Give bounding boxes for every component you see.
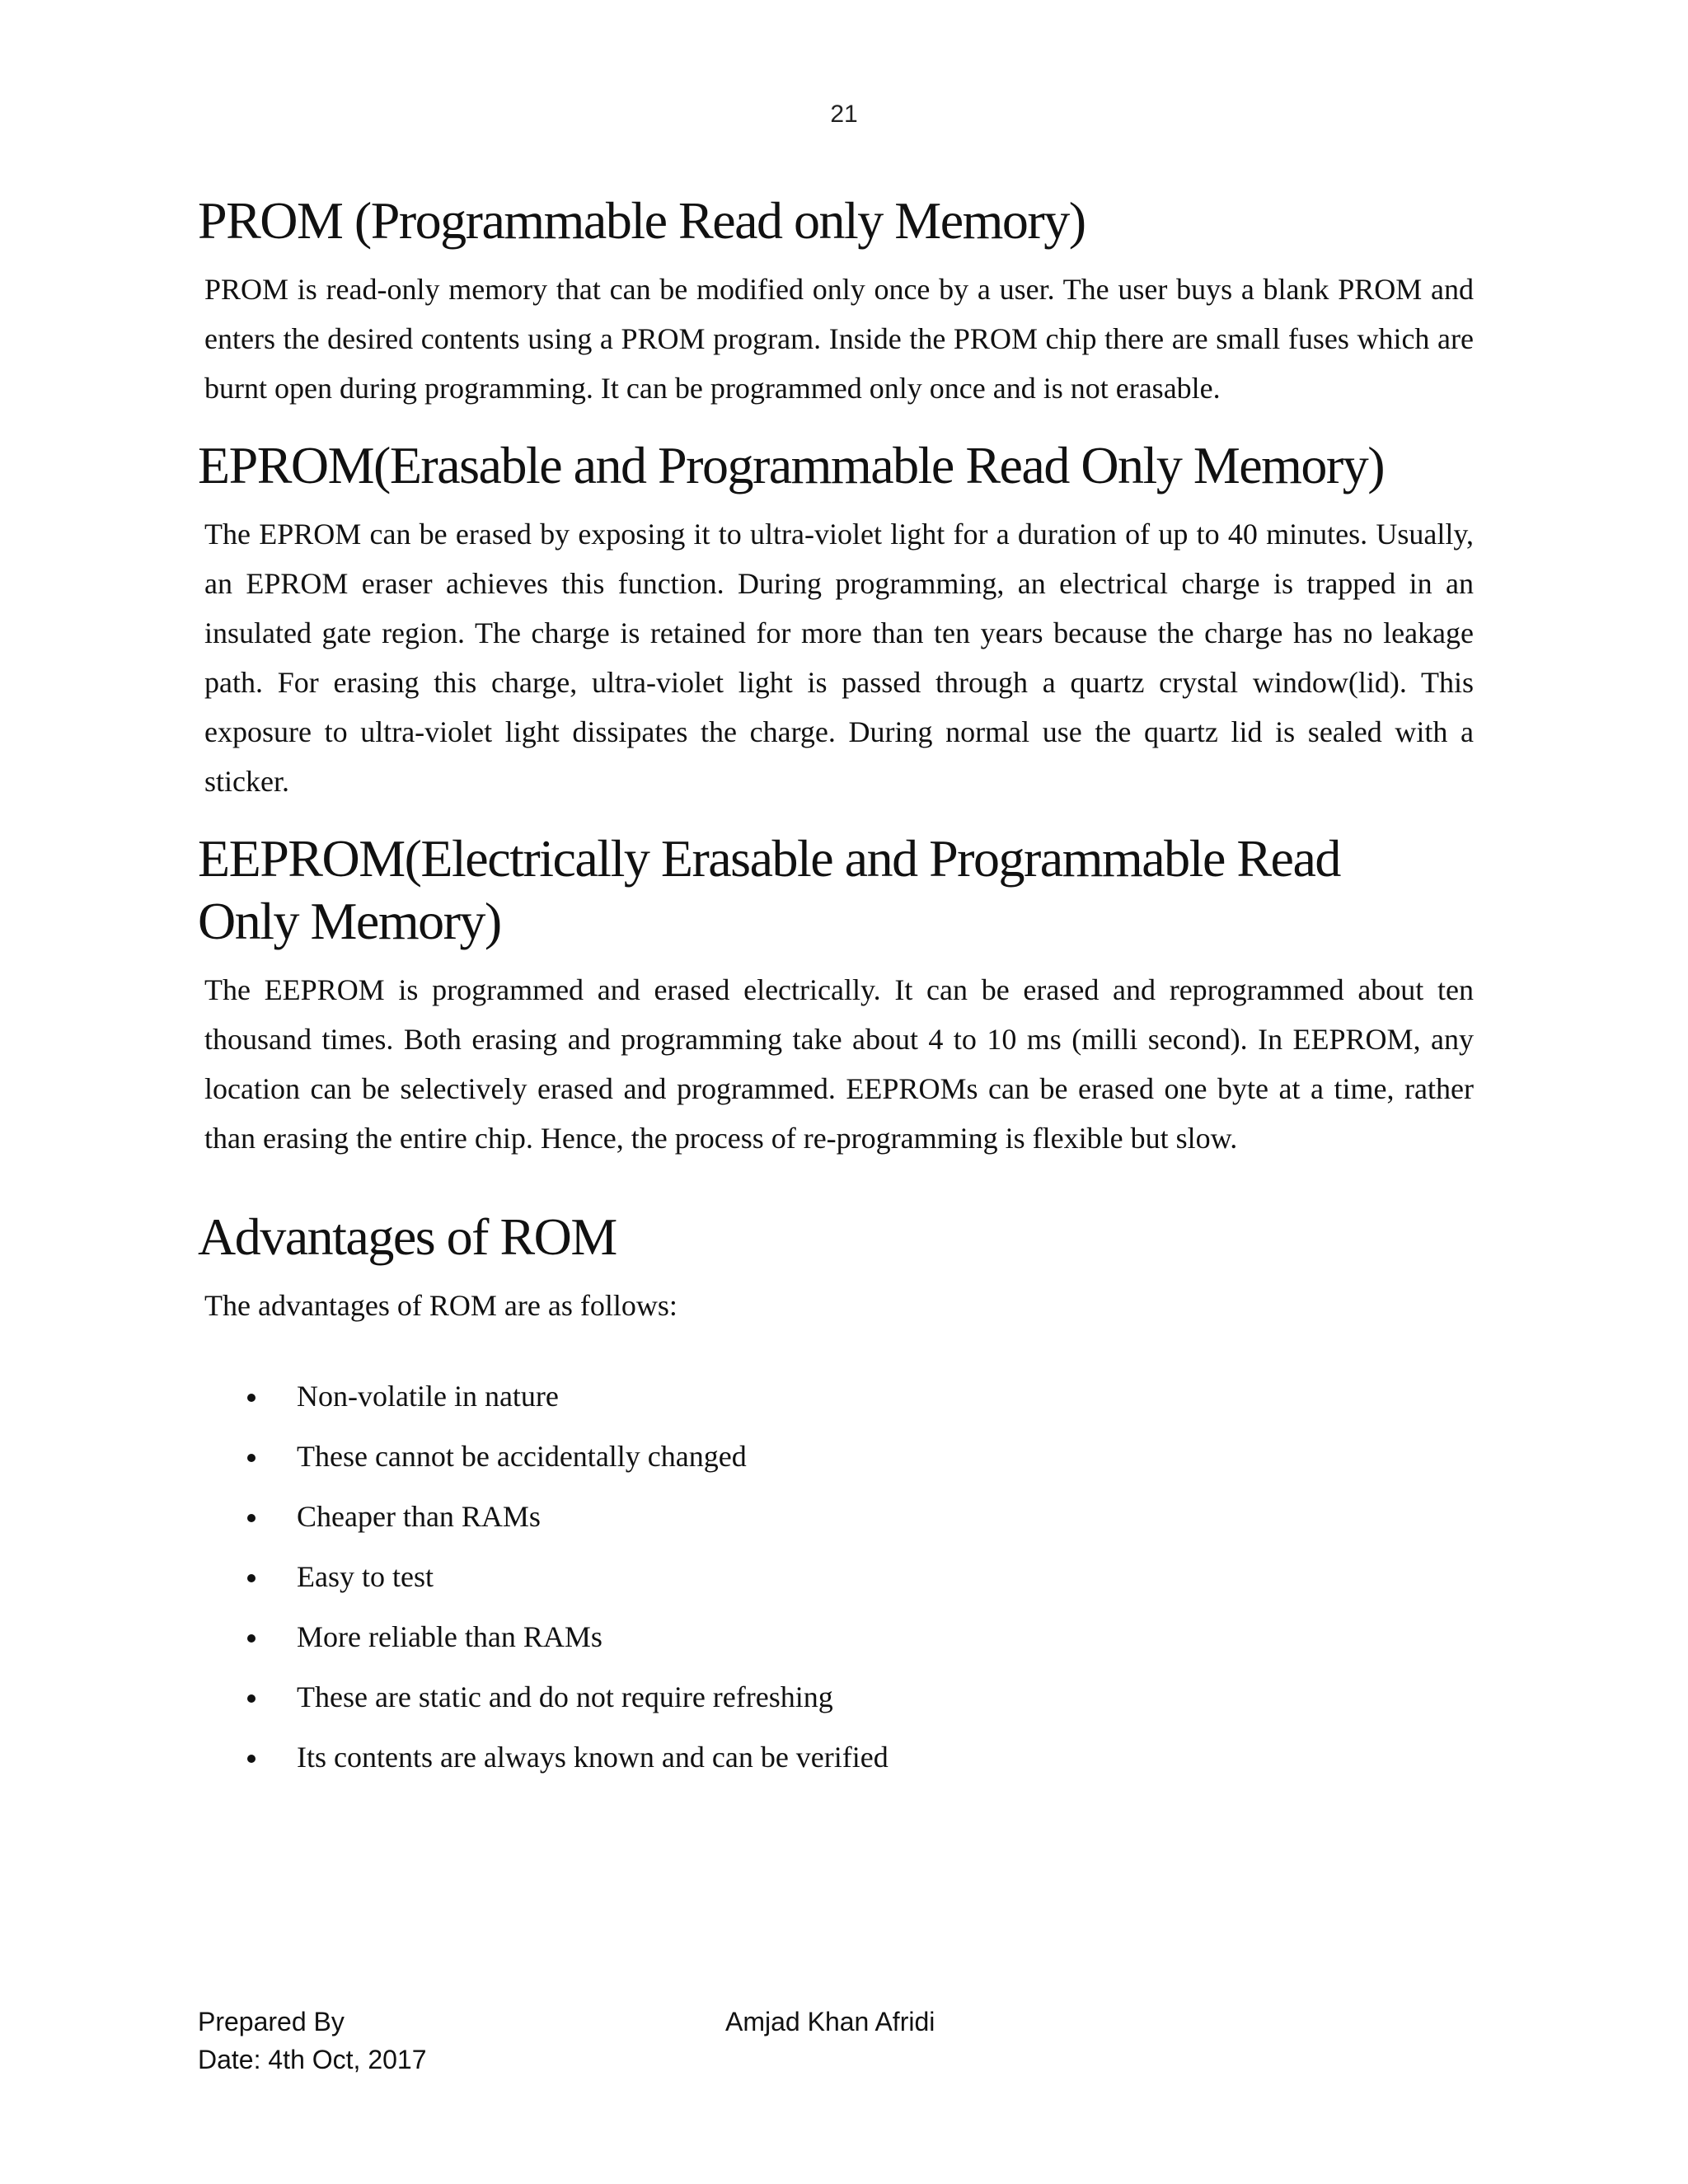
section-body-eeprom: The EEPROM is programmed and erased electrically. It can be erased and reprogrammed about ten thousand times. Both erasing and programming take about 4 to 10 ms (milli second). In EEPROM, any location can be selectively erased and programmed. EEPROMs can be erased one byte at a time, rather than erasing the entire chip. Hence, the process of re-programming is flexible but slow. xyxy=(204,973,1474,1155)
section-heading-eeprom: EEPROM(Electrically Erasable and Programmable Read Only Memory) xyxy=(198,828,1340,951)
bullet-dot-icon xyxy=(247,1514,256,1522)
list-item-text: Its contents are always known and can be verified xyxy=(297,1740,889,1774)
list-item xyxy=(198,1607,1474,1667)
section-heading-advantages: Advantages of ROM xyxy=(198,1207,617,1267)
list-item xyxy=(198,1487,1474,1547)
footer-date: Date: 4th Oct, 2017 xyxy=(198,2045,427,2074)
section-advantages xyxy=(198,1206,1474,1788)
footer-prepared-by: Prepared By xyxy=(198,2007,345,2036)
section-heading-eprom: EPROM(Erasable and Programmable Read Only Memory) xyxy=(198,435,1385,494)
section-body-eprom: The EPROM can be erased by exposing it to ultra-violet light for a duration of up to 40 minutes. Usually, an EPROM eraser achieves this function. During programming, an electrical charge is trapped in an insulated gate region. The charge is retained for more than ten years because the charge has no leakage path. For erasing this charge, ultra-violet light is passed through a quartz crystal window(lid). This exposure to ultra-violet light dissipates the charge. During normal use the quartz lid is sealed with a sticker. xyxy=(204,517,1474,798)
list-item xyxy=(198,1727,1474,1788)
list-item xyxy=(198,1667,1474,1727)
list-item xyxy=(198,1366,1474,1427)
bullet-dot-icon xyxy=(247,1634,256,1643)
list-item xyxy=(198,1547,1474,1607)
list-item-text: Non-volatile in nature xyxy=(297,1379,559,1413)
section-eprom xyxy=(198,434,1474,806)
list-item-text: These are static and do not require refreshing xyxy=(297,1680,833,1713)
list-item-text: Cheaper than RAMs xyxy=(297,1499,541,1533)
section-body-prom: PROM is read-only memory that can be modified only once by a user. The user buys a blank PROM and enters the desired contents using a PROM program. Inside the PROM chip there are small fuses which are burnt open during programming. It can be programmed only once and is not erasable. xyxy=(204,272,1474,405)
bullet-dot-icon xyxy=(247,1694,256,1703)
bullet-dot-icon xyxy=(247,1574,256,1582)
bullet-dot-icon xyxy=(247,1394,256,1402)
section-prom xyxy=(198,190,1474,413)
footer-author: Amjad Khan Afridi xyxy=(725,2007,935,2036)
section-heading-prom: PROM (Programmable Read only Memory) xyxy=(198,191,1085,250)
list-item-text: Easy to test xyxy=(297,1559,434,1593)
advantages-list xyxy=(198,1366,1474,1788)
section-body-advantages: The advantages of ROM are as follows: xyxy=(204,1288,678,1322)
list-item-text: More reliable than RAMs xyxy=(297,1619,603,1653)
list-item-text: These cannot be accidentally changed xyxy=(297,1439,747,1473)
page-number: 21 xyxy=(830,101,858,128)
bullet-dot-icon xyxy=(247,1755,256,1763)
page-content xyxy=(198,190,1474,1788)
list-item xyxy=(198,1427,1474,1487)
bullet-dot-icon xyxy=(247,1454,256,1462)
page-footer xyxy=(198,2003,1474,2079)
section-eeprom xyxy=(198,827,1474,1164)
